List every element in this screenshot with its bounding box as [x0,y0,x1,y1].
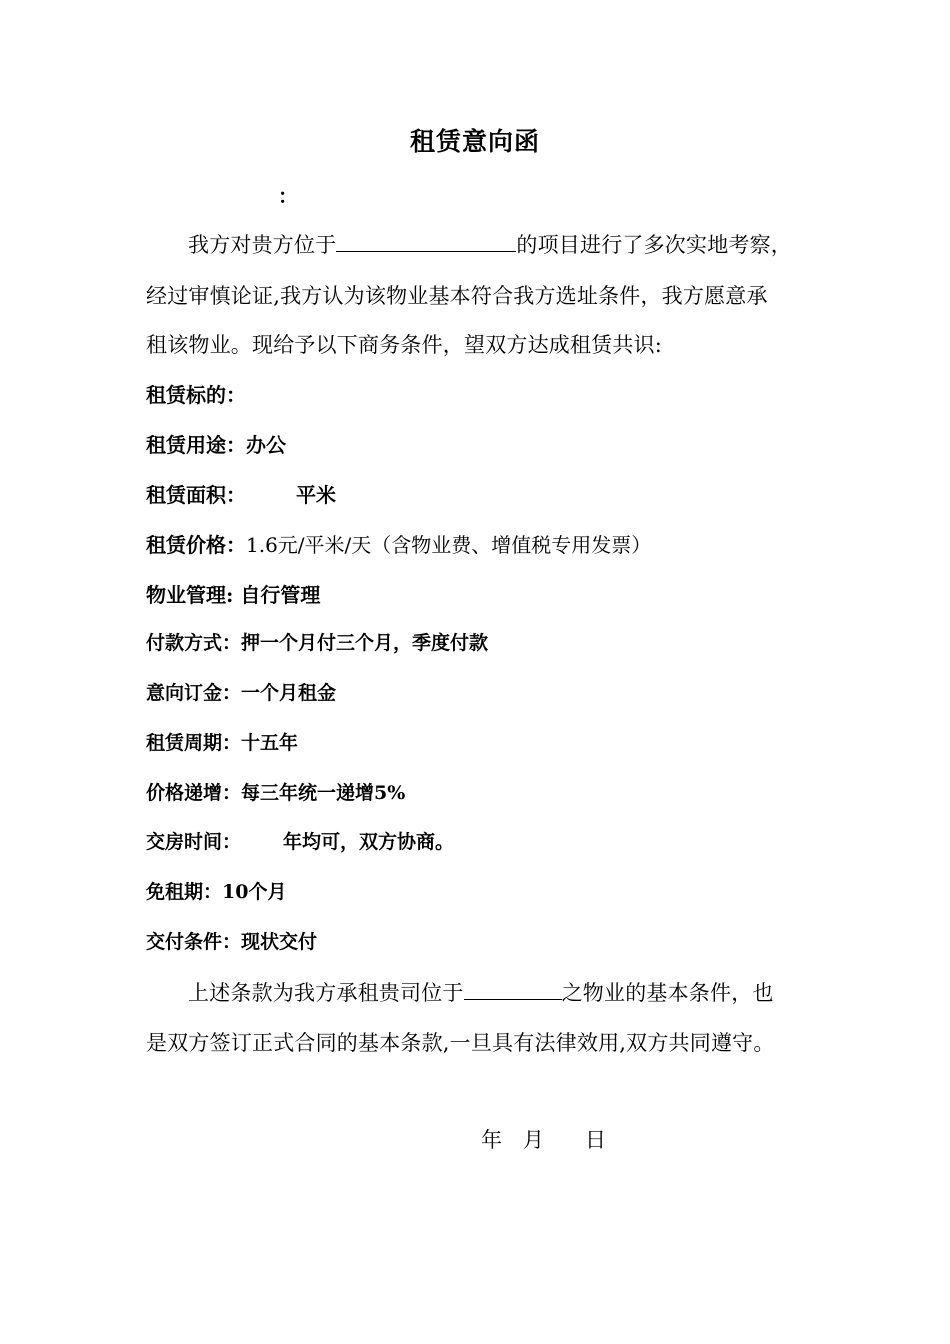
term-payment: 付款方式：押一个月付三个月，季度付款 [146,632,489,654]
term-management-value: 自行管理 [240,583,321,607]
closing-line-1-before: 上述条款为我方承租贵司位于 [188,981,464,1005]
term-price-label: 租赁价格： [146,533,246,557]
closing-line-1-after: 之物业的基本条件，也 [561,981,774,1005]
intro-line-1-before: 我方对贵方位于 [188,233,337,257]
closing-line-1 [188,977,774,1007]
intro-line-3: 租该物业。现给予以下商务条件，望双方达成租赁共识: [146,333,663,357]
term-area-label: 租赁面积： [146,483,246,507]
date-year: 年 [481,1128,502,1152]
term-handover-value: 年均可，双方协商。 [283,831,455,853]
term-period: 租赁周期：十五年 [146,732,299,754]
term-rent-free: 免租期：10个月 [146,881,287,903]
intro-line-1 [188,229,792,259]
term-management [146,579,320,608]
term-price [146,529,651,558]
term-subject [146,379,246,408]
intro-line-2: 经过审慎论证,我方认为该物业基本符合我方选址条件，我方愿意承 [146,284,768,308]
date-month: 月 [523,1128,544,1152]
term-usage-label: 租赁用途： [146,433,246,457]
date-line [481,1124,606,1154]
term-subject-label: 租赁标的： [146,383,246,407]
term-increase: 价格递增：每三年统一递增5% [146,782,406,804]
property-blank [464,977,562,1000]
term-usage [146,429,286,458]
page-title: 租赁意向函 [409,127,540,156]
term-deposit: 意向订金：一个月租金 [146,682,337,704]
term-area-value: 平米 [296,483,336,507]
term-usage-value: 办公 [246,433,286,457]
closing-line-2: 是双方签订正式合同的基本条款,一旦具有法律效用,双方共同遵守。 [146,1031,775,1055]
intro-line-1-after: 的项目进行了多次实地考察， [516,233,793,257]
term-handover [146,827,454,854]
term-delivery: 交付条件：现状交付 [146,931,318,953]
salutation: ： [278,184,298,208]
term-price-value: 1.6元/平米/天（含物业费、增值税专用发票） [246,533,652,557]
date-day: 日 [585,1128,606,1152]
term-management-label: 物业管理: [146,583,234,607]
term-area [146,479,336,508]
location-blank [336,229,516,252]
term-handover-label: 交房时间： [146,831,242,853]
